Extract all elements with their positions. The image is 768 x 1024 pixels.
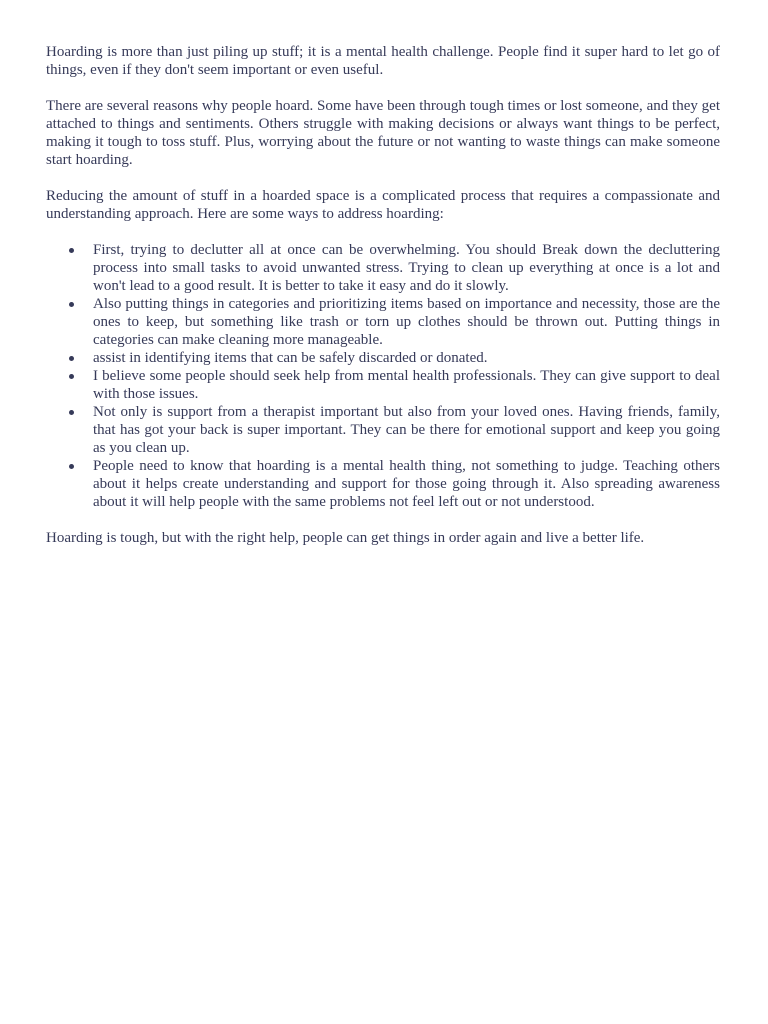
list-item	[46, 367, 720, 403]
list-item-text: First, trying to declutter all at once can be overwhelming. You should Break down the decluttering process into small tasks to avoid unwanted stress. Trying to clean up everything at once is a lot and won't lead to a good result. It is better to take it easy and do it slowly.	[93, 242, 720, 294]
bullet-icon	[69, 410, 74, 415]
list-item-text: Not only is support from a therapist important but also from your loved ones. Having friends, family, that has got your back is super important. They can be there for emotional support and keep you going as you clean up.	[93, 404, 720, 456]
list-item	[46, 295, 720, 349]
list-item-text: People need to know that hoarding is a mental health thing, not something to judge. Teaching others about it helps create understanding and support for those going through it. Also spreading awareness about it will help people with the same problems not feel left out or not understood.	[93, 458, 720, 510]
bullet-icon	[69, 248, 74, 253]
document-body	[46, 43, 720, 547]
list-item	[46, 241, 720, 295]
list-item	[46, 349, 720, 367]
reasons-paragraph: There are several reasons why people hoard. Some have been through tough times or lost someone, and they get attached to things and sentiments. Others struggle with making decisions or always want things to be perfect, making it tough to toss stuff. Plus, worrying about the future or not wanting to waste things can make someone start hoarding.	[46, 98, 720, 168]
approach-paragraph: Reducing the amount of stuff in a hoarded space is a complicated process that requires a compassionate and understanding approach. Here are some ways to address hoarding:	[46, 188, 720, 222]
bullet-icon	[69, 302, 74, 307]
bullet-icon	[69, 356, 74, 361]
list-item-text: I believe some people should seek help from mental health professionals. They can give support to deal with those issues.	[93, 368, 720, 402]
closing-paragraph: Hoarding is tough, but with the right help, people can get things in order again and live a better life.	[46, 530, 645, 546]
bullet-icon	[69, 374, 74, 379]
list-item	[46, 457, 720, 511]
list-item-text: Also putting things in categories and prioritizing items based on importance and necessity, those are the ones to keep, but something like trash or torn up clothes should be thrown out. Putting things in categories can make cleaning more manageable.	[93, 296, 720, 348]
intro-paragraph: Hoarding is more than just piling up stuff; it is a mental health challenge. People find it super hard to let go of things, even if they don't seem important or even useful.	[46, 44, 720, 78]
tips-list	[46, 241, 720, 511]
bullet-icon	[69, 464, 74, 469]
list-item	[46, 403, 720, 457]
list-item-text: assist in identifying items that can be safely discarded or donated.	[93, 350, 488, 366]
